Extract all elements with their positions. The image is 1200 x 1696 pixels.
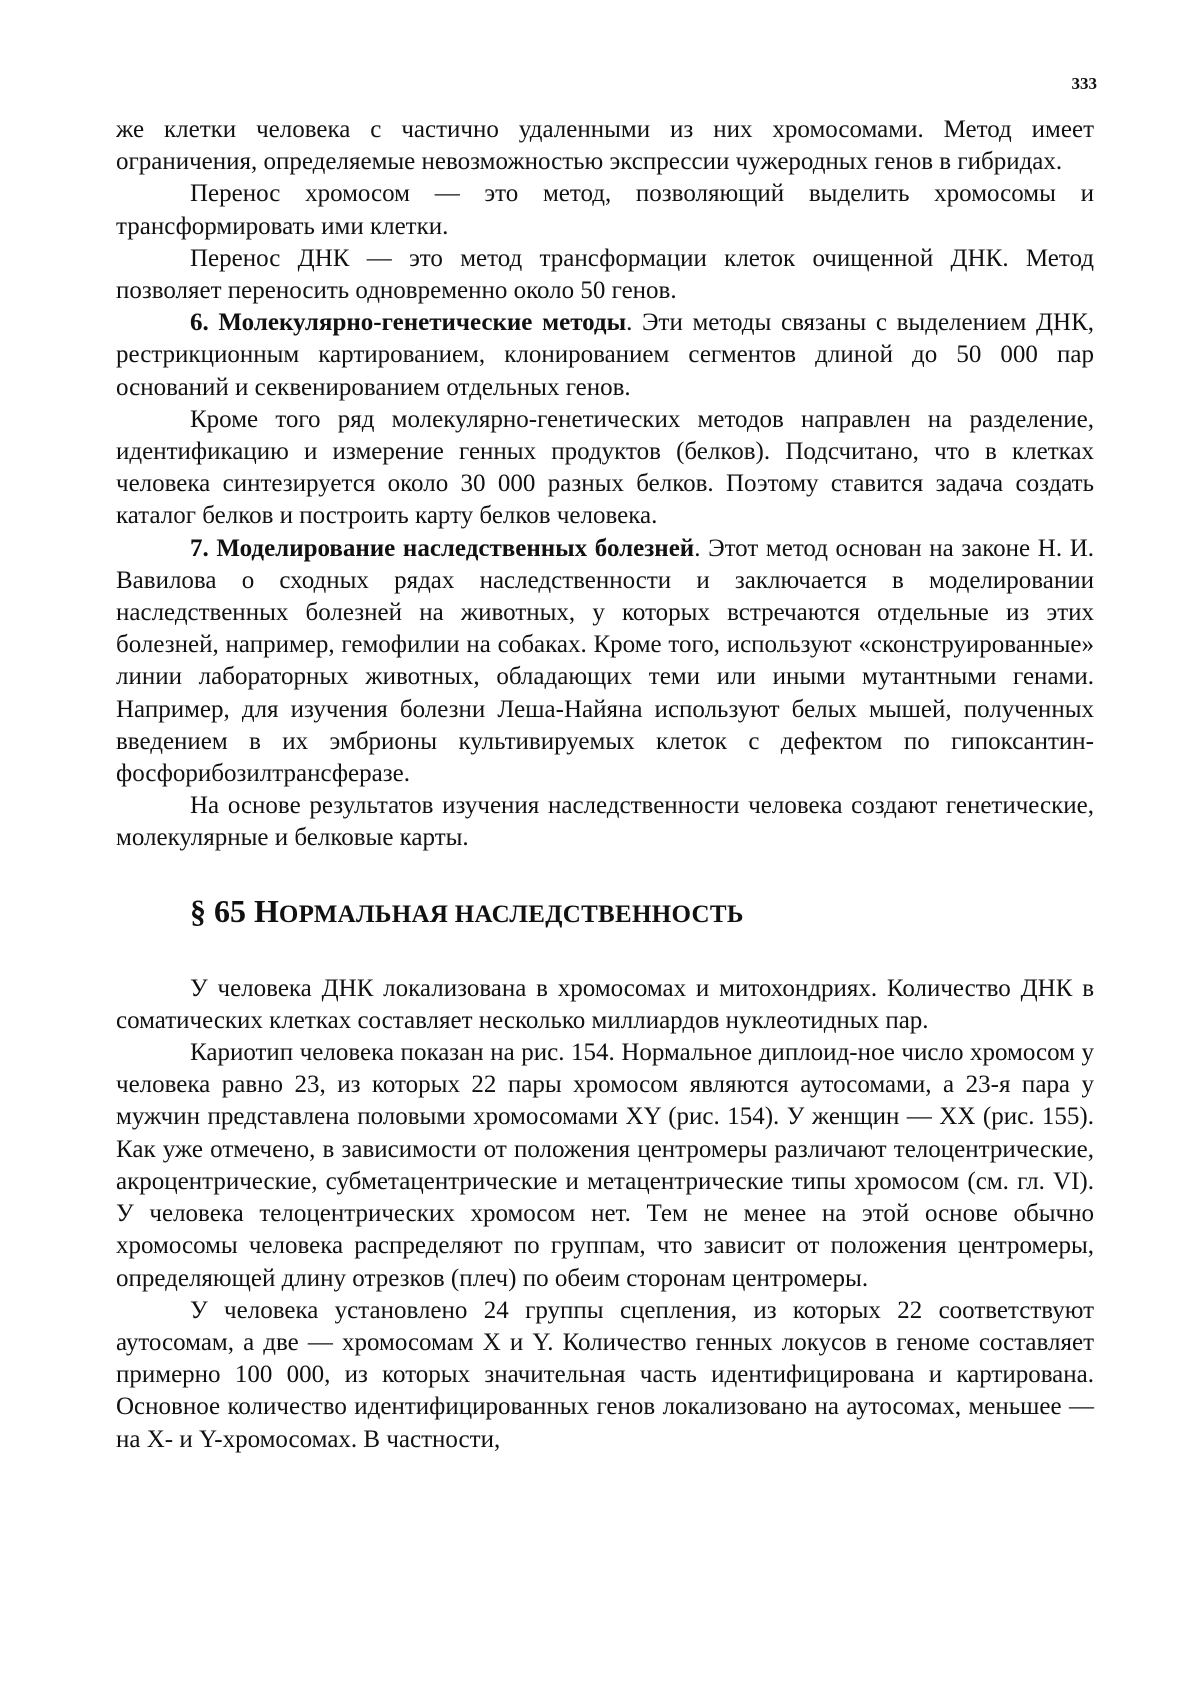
paragraph (116, 533, 1094, 791)
page-content (116, 114, 1094, 1456)
paragraph (116, 1037, 1094, 1295)
paragraph (116, 307, 1094, 404)
paragraph-text: Кариотип человека показан на рис. 154. Нормальное диплоид-ное число хромосом у человека равно 23, из которых 22 пары хромосом являются аутосомами, а 23-я пара у мужчин представлена половыми хромосомами XY (рис. 154). У женщин — XX (рис. 155). Как уже отмечено, в зависимости от положения центромеры различают телоцентрические, акроцентрические, субметацентрические и метацентрические типы хромосом (см. гл. VI). У человека телоцентрических хромосом нет. Тем не менее на этой основе обычно хромосомы человека распределяют по группам, что зависит от положения центромеры, определяющей длину отрезков (плеч) по обеим сторонам центромеры. (116, 1039, 1094, 1292)
section-title-rest: ОРМАЛЬНАЯ НАСЛЕДСТВЕННОСТЬ (278, 900, 744, 928)
paragraph-text: же клетки человека с частично удаленными из них хромосомами. Метод имеет ограничения, определяемые невозможностью экспрессии чужеродных генов в гибридах. (116, 116, 1094, 176)
paragraph-text: Перенос хромосом — это метод, позволяющий выделить хромосомы и трансформировать ими клетки. (116, 180, 1094, 240)
paragraph-text: У человека ДНК локализована в хромосомах и митохондриях. Количество ДНК в соматических клетках составляет несколько миллиардов нуклеотидных пар. (116, 974, 1094, 1034)
paragraph (116, 178, 1094, 242)
paragraph-text: У человека установлено 24 группы сцепления, из которых 22 соответствуют аутосомам, а две — хромосомам X и Y. Количество генных локусов в геноме составляет примерно 100 000, из которых значительная часть идентифицирована и картирована. Основное количество идентифицированных генов локализовано на аутосомах, меньшее — на X- и Y-хромосомах. В частности, (116, 1296, 1094, 1453)
paragraph-text: На основе результатов изучения наследственности человека создают генетические, молекулярные и белковые карты. (116, 792, 1094, 852)
section-number: § 65 (190, 892, 246, 929)
paragraph (116, 790, 1094, 854)
section-heading (116, 891, 1094, 935)
paragraph-bold-lead: 6. Молекулярно-генетические методы (190, 309, 627, 337)
paragraph-text: Перенос ДНК — это метод трансформации клеток очищенной ДНК. Метод позволяет переносить одновременно около 50 генов. (116, 244, 1094, 305)
paragraph (116, 243, 1094, 307)
paragraph (116, 404, 1094, 533)
paragraph-text: . Этот метод основан на законе Н. И. Вавилова о сходных рядах наследственности и заключается в моделировании наследственных болезней на животных, у которых встречаются отдельные из этих болезней, например, гемофилии на собаках. Кроме того, используют «сконструированные» линии лабораторных животных, обладающих теми или иными мутантными генами. Например, для изучения болезни Леша-Найяна используют белых мышей, полученных введением в их эмбрионы культивируемых клеток с дефектом по гипоксантин-фосфорибозилтрансферазе. (116, 534, 1095, 788)
paragraph (116, 973, 1094, 1037)
section-title-initial: Н (254, 892, 279, 929)
paragraph-bold-lead: 7. Моделирование наследственных болезней (190, 534, 695, 562)
page-number: 333 (1071, 74, 1097, 93)
paragraph (116, 114, 1094, 178)
paragraph-text: . Эти методы связаны с выделением ДНК, рестрикционным картированием, клонированием сегментов длиной до 50 000 пар оснований и секвенированием отдельных генов. (116, 309, 1094, 401)
paragraph-text: Кроме того ряд молекулярно-генетических методов направлен на разделение, идентификацию и измерение генных продуктов (белков). Подсчитано, что в клетках человека синтезируется около 30 000 разных белков. Поэтому ставится задача создать каталог белков и построить карту белков человека. (116, 405, 1094, 530)
paragraph (116, 1295, 1094, 1456)
